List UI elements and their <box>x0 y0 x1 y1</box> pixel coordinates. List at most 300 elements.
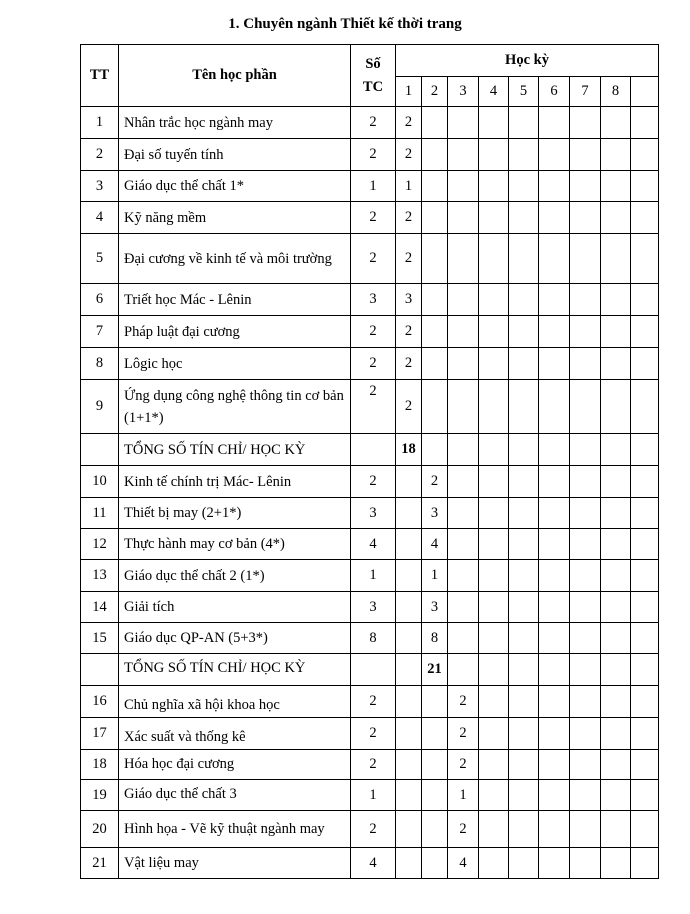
semester-credit: 21 <box>422 654 448 686</box>
course-credits: 3 <box>351 592 396 623</box>
empty-cell <box>422 284 448 316</box>
empty-cell <box>539 380 570 434</box>
empty-cell <box>601 623 631 654</box>
empty-cell <box>509 560 539 592</box>
empty-cell <box>539 592 570 623</box>
empty-cell <box>570 654 601 686</box>
semester-credit: 2 <box>448 811 479 848</box>
empty-cell <box>539 316 570 348</box>
course-credits: 2 <box>351 348 396 380</box>
empty-cell <box>601 284 631 316</box>
empty-cell <box>570 284 601 316</box>
empty-cell <box>601 171 631 202</box>
course-name: Chủ nghĩa xã hội khoa học <box>119 686 351 718</box>
empty-cell <box>570 107 601 139</box>
table-row <box>81 466 659 498</box>
empty-cell <box>601 380 631 434</box>
empty-cell <box>631 316 659 348</box>
semester-credit: 3 <box>396 284 422 316</box>
semester-header-1: 1 <box>396 77 422 107</box>
empty-cell <box>479 466 509 498</box>
row-number: 13 <box>81 560 119 592</box>
empty-cell <box>479 529 509 560</box>
empty-cell <box>539 139 570 171</box>
empty-cell <box>631 750 659 780</box>
empty-cell <box>631 139 659 171</box>
empty-cell <box>509 139 539 171</box>
empty-cell <box>570 348 601 380</box>
empty-cell <box>479 434 509 466</box>
semester-credit: 2 <box>396 348 422 380</box>
empty-cell <box>631 348 659 380</box>
table-row <box>81 139 659 171</box>
empty-cell <box>601 750 631 780</box>
empty-cell <box>422 202 448 234</box>
table-row <box>81 284 659 316</box>
row-number: 1 <box>81 107 119 139</box>
empty-cell <box>570 380 601 434</box>
empty-cell <box>570 529 601 560</box>
course-credits: 2 <box>351 139 396 171</box>
empty-cell <box>448 234 479 284</box>
empty-cell <box>601 466 631 498</box>
course-name: TỔNG SỐ TÍN CHỈ/ HỌC KỲ <box>119 654 351 686</box>
empty-cell <box>509 623 539 654</box>
empty-cell <box>479 234 509 284</box>
empty-cell <box>448 434 479 466</box>
empty-cell <box>631 592 659 623</box>
course-credits: 2 <box>351 686 396 718</box>
course-credits <box>351 654 396 686</box>
total-row <box>81 434 659 466</box>
header-tt: TT <box>81 45 119 107</box>
empty-cell <box>539 560 570 592</box>
empty-cell <box>422 348 448 380</box>
empty-cell <box>601 234 631 284</box>
empty-cell <box>448 592 479 623</box>
row-number: 7 <box>81 316 119 348</box>
empty-cell <box>601 592 631 623</box>
table-row <box>81 623 659 654</box>
empty-cell <box>601 348 631 380</box>
row-number: 18 <box>81 750 119 780</box>
empty-cell <box>631 498 659 529</box>
row-number: 16 <box>81 686 119 718</box>
empty-cell <box>601 811 631 848</box>
empty-cell <box>601 316 631 348</box>
empty-cell <box>396 466 422 498</box>
empty-cell <box>539 780 570 811</box>
empty-cell <box>631 466 659 498</box>
empty-cell <box>448 623 479 654</box>
table-row <box>81 848 659 879</box>
course-credits: 2 <box>351 234 396 284</box>
row-number: 5 <box>81 234 119 284</box>
semester-credit: 2 <box>396 380 422 434</box>
semester-credit: 2 <box>396 202 422 234</box>
empty-cell <box>479 560 509 592</box>
empty-cell <box>422 380 448 434</box>
empty-cell <box>570 466 601 498</box>
course-name: Giáo dục thể chất 1* <box>119 171 351 202</box>
semester-credit: 18 <box>396 434 422 466</box>
semester-credit: 2 <box>422 466 448 498</box>
row-number: 17 <box>81 718 119 750</box>
course-credits <box>351 434 396 466</box>
empty-cell <box>539 654 570 686</box>
empty-cell <box>422 848 448 879</box>
empty-cell <box>479 202 509 234</box>
course-name: Đại số tuyến tính <box>119 139 351 171</box>
table-row <box>81 592 659 623</box>
empty-cell <box>396 592 422 623</box>
empty-cell <box>509 592 539 623</box>
course-name: TỔNG SỐ TÍN CHỈ/ HỌC KỲ <box>119 434 351 466</box>
table-row <box>81 348 659 380</box>
empty-cell <box>631 686 659 718</box>
empty-cell <box>509 348 539 380</box>
table-row <box>81 202 659 234</box>
semester-header-empty <box>631 77 659 107</box>
row-number <box>81 654 119 686</box>
semester-credit: 4 <box>448 848 479 879</box>
empty-cell <box>631 780 659 811</box>
course-credits: 1 <box>351 171 396 202</box>
empty-cell <box>509 811 539 848</box>
empty-cell <box>479 498 509 529</box>
row-number: 21 <box>81 848 119 879</box>
empty-cell <box>448 171 479 202</box>
empty-cell <box>479 811 509 848</box>
row-number: 6 <box>81 284 119 316</box>
course-credits: 4 <box>351 529 396 560</box>
course-credits: 2 <box>351 202 396 234</box>
empty-cell <box>479 592 509 623</box>
empty-cell <box>448 654 479 686</box>
semester-credit: 4 <box>422 529 448 560</box>
course-credits: 1 <box>351 560 396 592</box>
empty-cell <box>539 466 570 498</box>
course-name: Hóa học đại cương <box>119 750 351 780</box>
semester-header-6: 6 <box>539 77 570 107</box>
empty-cell <box>422 686 448 718</box>
empty-cell <box>631 718 659 750</box>
course-name: Xác suất và thống kê <box>119 718 351 750</box>
empty-cell <box>601 529 631 560</box>
empty-cell <box>631 380 659 434</box>
empty-cell <box>422 107 448 139</box>
empty-cell <box>509 848 539 879</box>
curriculum-table <box>80 44 659 879</box>
course-credits: 3 <box>351 284 396 316</box>
course-credits: 4 <box>351 848 396 879</box>
empty-cell <box>448 498 479 529</box>
row-number: 14 <box>81 592 119 623</box>
empty-cell <box>509 107 539 139</box>
empty-cell <box>570 560 601 592</box>
semester-header-7: 7 <box>570 77 601 107</box>
course-name: Giáo dục QP-AN (5+3*) <box>119 623 351 654</box>
semester-header-3: 3 <box>448 77 479 107</box>
empty-cell <box>631 848 659 879</box>
table-row <box>81 498 659 529</box>
empty-cell <box>422 434 448 466</box>
empty-cell <box>570 592 601 623</box>
empty-cell <box>479 316 509 348</box>
empty-cell <box>539 686 570 718</box>
empty-cell <box>479 718 509 750</box>
empty-cell <box>601 686 631 718</box>
empty-cell <box>631 529 659 560</box>
empty-cell <box>509 654 539 686</box>
empty-cell <box>539 234 570 284</box>
table-body <box>81 107 659 879</box>
empty-cell <box>570 848 601 879</box>
empty-cell <box>448 560 479 592</box>
empty-cell <box>396 623 422 654</box>
semester-credit: 1 <box>422 560 448 592</box>
empty-cell <box>479 623 509 654</box>
empty-cell <box>422 234 448 284</box>
empty-cell <box>448 107 479 139</box>
course-name: Thực hành may cơ bản (4*) <box>119 529 351 560</box>
row-number <box>81 434 119 466</box>
empty-cell <box>479 848 509 879</box>
empty-cell <box>601 780 631 811</box>
course-name: Kỹ năng mềm <box>119 202 351 234</box>
empty-cell <box>539 171 570 202</box>
semester-credit: 2 <box>448 686 479 718</box>
empty-cell <box>601 202 631 234</box>
table-row <box>81 529 659 560</box>
course-name: Hình họa - Vẽ kỹ thuật ngành may <box>119 811 351 848</box>
empty-cell <box>448 139 479 171</box>
empty-cell <box>479 780 509 811</box>
empty-cell <box>539 718 570 750</box>
header-credits: Số TC <box>351 45 396 107</box>
empty-cell <box>631 560 659 592</box>
table-row <box>81 560 659 592</box>
empty-cell <box>539 848 570 879</box>
empty-cell <box>539 529 570 560</box>
course-name: Giáo dục thể chất 2 (1*) <box>119 560 351 592</box>
course-name: Thiết bị may (2+1*) <box>119 498 351 529</box>
empty-cell <box>509 498 539 529</box>
empty-cell <box>509 718 539 750</box>
empty-cell <box>509 202 539 234</box>
total-row <box>81 654 659 686</box>
semester-credit: 3 <box>422 498 448 529</box>
empty-cell <box>570 171 601 202</box>
empty-cell <box>631 811 659 848</box>
empty-cell <box>479 654 509 686</box>
semester-header-5: 5 <box>509 77 539 107</box>
empty-cell <box>422 171 448 202</box>
semester-credit: 1 <box>448 780 479 811</box>
empty-cell <box>509 529 539 560</box>
empty-cell <box>509 750 539 780</box>
empty-cell <box>631 623 659 654</box>
row-number: 19 <box>81 780 119 811</box>
semester-header-2: 2 <box>422 77 448 107</box>
course-credits: 2 <box>351 316 396 348</box>
course-name: Giải tích <box>119 592 351 623</box>
table-row <box>81 316 659 348</box>
empty-cell <box>422 139 448 171</box>
empty-cell <box>539 811 570 848</box>
empty-cell <box>631 434 659 466</box>
empty-cell <box>479 107 509 139</box>
empty-cell <box>539 750 570 780</box>
semester-credit: 2 <box>448 750 479 780</box>
empty-cell <box>422 750 448 780</box>
empty-cell <box>570 750 601 780</box>
empty-cell <box>601 718 631 750</box>
empty-cell <box>396 848 422 879</box>
semester-credit: 2 <box>448 718 479 750</box>
course-credits: 3 <box>351 498 396 529</box>
empty-cell <box>509 316 539 348</box>
empty-cell <box>601 654 631 686</box>
course-name: Triết học Mác - Lênin <box>119 284 351 316</box>
course-name: Ứng dụng công nghệ thông tin cơ bản (1+1*) <box>119 380 351 434</box>
course-credits: 2 <box>351 811 396 848</box>
empty-cell <box>422 811 448 848</box>
empty-cell <box>631 171 659 202</box>
row-number: 8 <box>81 348 119 380</box>
table-row <box>81 234 659 284</box>
semester-credit: 2 <box>396 316 422 348</box>
empty-cell <box>570 202 601 234</box>
empty-cell <box>570 811 601 848</box>
row-number: 4 <box>81 202 119 234</box>
empty-cell <box>509 780 539 811</box>
semester-credit: 1 <box>396 171 422 202</box>
table-row <box>81 750 659 780</box>
empty-cell <box>509 171 539 202</box>
empty-cell <box>479 686 509 718</box>
course-name: Nhân trắc học ngành may <box>119 107 351 139</box>
empty-cell <box>539 107 570 139</box>
empty-cell <box>509 686 539 718</box>
empty-cell <box>601 434 631 466</box>
semester-header-4: 4 <box>479 77 509 107</box>
table-row <box>81 686 659 718</box>
empty-cell <box>631 107 659 139</box>
table-row <box>81 380 659 434</box>
semester-credit: 2 <box>396 234 422 284</box>
empty-cell <box>509 466 539 498</box>
empty-cell <box>396 686 422 718</box>
semester-credit: 8 <box>422 623 448 654</box>
empty-cell <box>396 560 422 592</box>
course-credits: 2 <box>351 380 396 434</box>
empty-cell <box>448 348 479 380</box>
empty-cell <box>396 780 422 811</box>
empty-cell <box>570 316 601 348</box>
empty-cell <box>539 348 570 380</box>
empty-cell <box>448 380 479 434</box>
empty-cell <box>631 284 659 316</box>
empty-cell <box>479 348 509 380</box>
empty-cell <box>631 654 659 686</box>
course-credits: 2 <box>351 750 396 780</box>
course-credits: 2 <box>351 718 396 750</box>
empty-cell <box>448 466 479 498</box>
table-row <box>81 107 659 139</box>
table-row <box>81 811 659 848</box>
empty-cell <box>422 718 448 750</box>
course-credits: 2 <box>351 466 396 498</box>
empty-cell <box>479 380 509 434</box>
row-number: 2 <box>81 139 119 171</box>
semester-credit: 2 <box>396 107 422 139</box>
row-number: 20 <box>81 811 119 848</box>
empty-cell <box>570 498 601 529</box>
empty-cell <box>539 434 570 466</box>
empty-cell <box>601 107 631 139</box>
empty-cell <box>509 284 539 316</box>
empty-cell <box>448 529 479 560</box>
row-number: 15 <box>81 623 119 654</box>
empty-cell <box>448 202 479 234</box>
empty-cell <box>539 498 570 529</box>
empty-cell <box>422 780 448 811</box>
empty-cell <box>631 202 659 234</box>
empty-cell <box>396 654 422 686</box>
empty-cell <box>601 848 631 879</box>
empty-cell <box>539 284 570 316</box>
table-row <box>81 780 659 811</box>
empty-cell <box>631 234 659 284</box>
empty-cell <box>479 171 509 202</box>
course-name: Vật liệu may <box>119 848 351 879</box>
course-name: Đại cương về kinh tế và môi trường <box>119 234 351 284</box>
empty-cell <box>448 284 479 316</box>
empty-cell <box>539 623 570 654</box>
empty-cell <box>396 811 422 848</box>
semester-header-8: 8 <box>601 77 631 107</box>
empty-cell <box>570 623 601 654</box>
empty-cell <box>570 139 601 171</box>
course-credits: 1 <box>351 780 396 811</box>
empty-cell <box>509 434 539 466</box>
page-title: 1. Chuyên ngành Thiết kế thời trang <box>228 16 462 32</box>
row-number: 3 <box>81 171 119 202</box>
header-semester: Học kỳ <box>396 45 659 77</box>
empty-cell <box>509 380 539 434</box>
empty-cell <box>601 498 631 529</box>
empty-cell <box>539 202 570 234</box>
course-credits: 2 <box>351 107 396 139</box>
empty-cell <box>570 718 601 750</box>
row-number: 11 <box>81 498 119 529</box>
empty-cell <box>570 686 601 718</box>
course-credits: 8 <box>351 623 396 654</box>
course-name: Pháp luật đại cương <box>119 316 351 348</box>
row-number: 9 <box>81 380 119 434</box>
empty-cell <box>396 718 422 750</box>
empty-cell <box>479 750 509 780</box>
empty-cell <box>479 284 509 316</box>
empty-cell <box>601 139 631 171</box>
empty-cell <box>396 498 422 529</box>
empty-cell <box>570 780 601 811</box>
empty-cell <box>448 316 479 348</box>
row-number: 10 <box>81 466 119 498</box>
empty-cell <box>479 139 509 171</box>
row-number: 12 <box>81 529 119 560</box>
